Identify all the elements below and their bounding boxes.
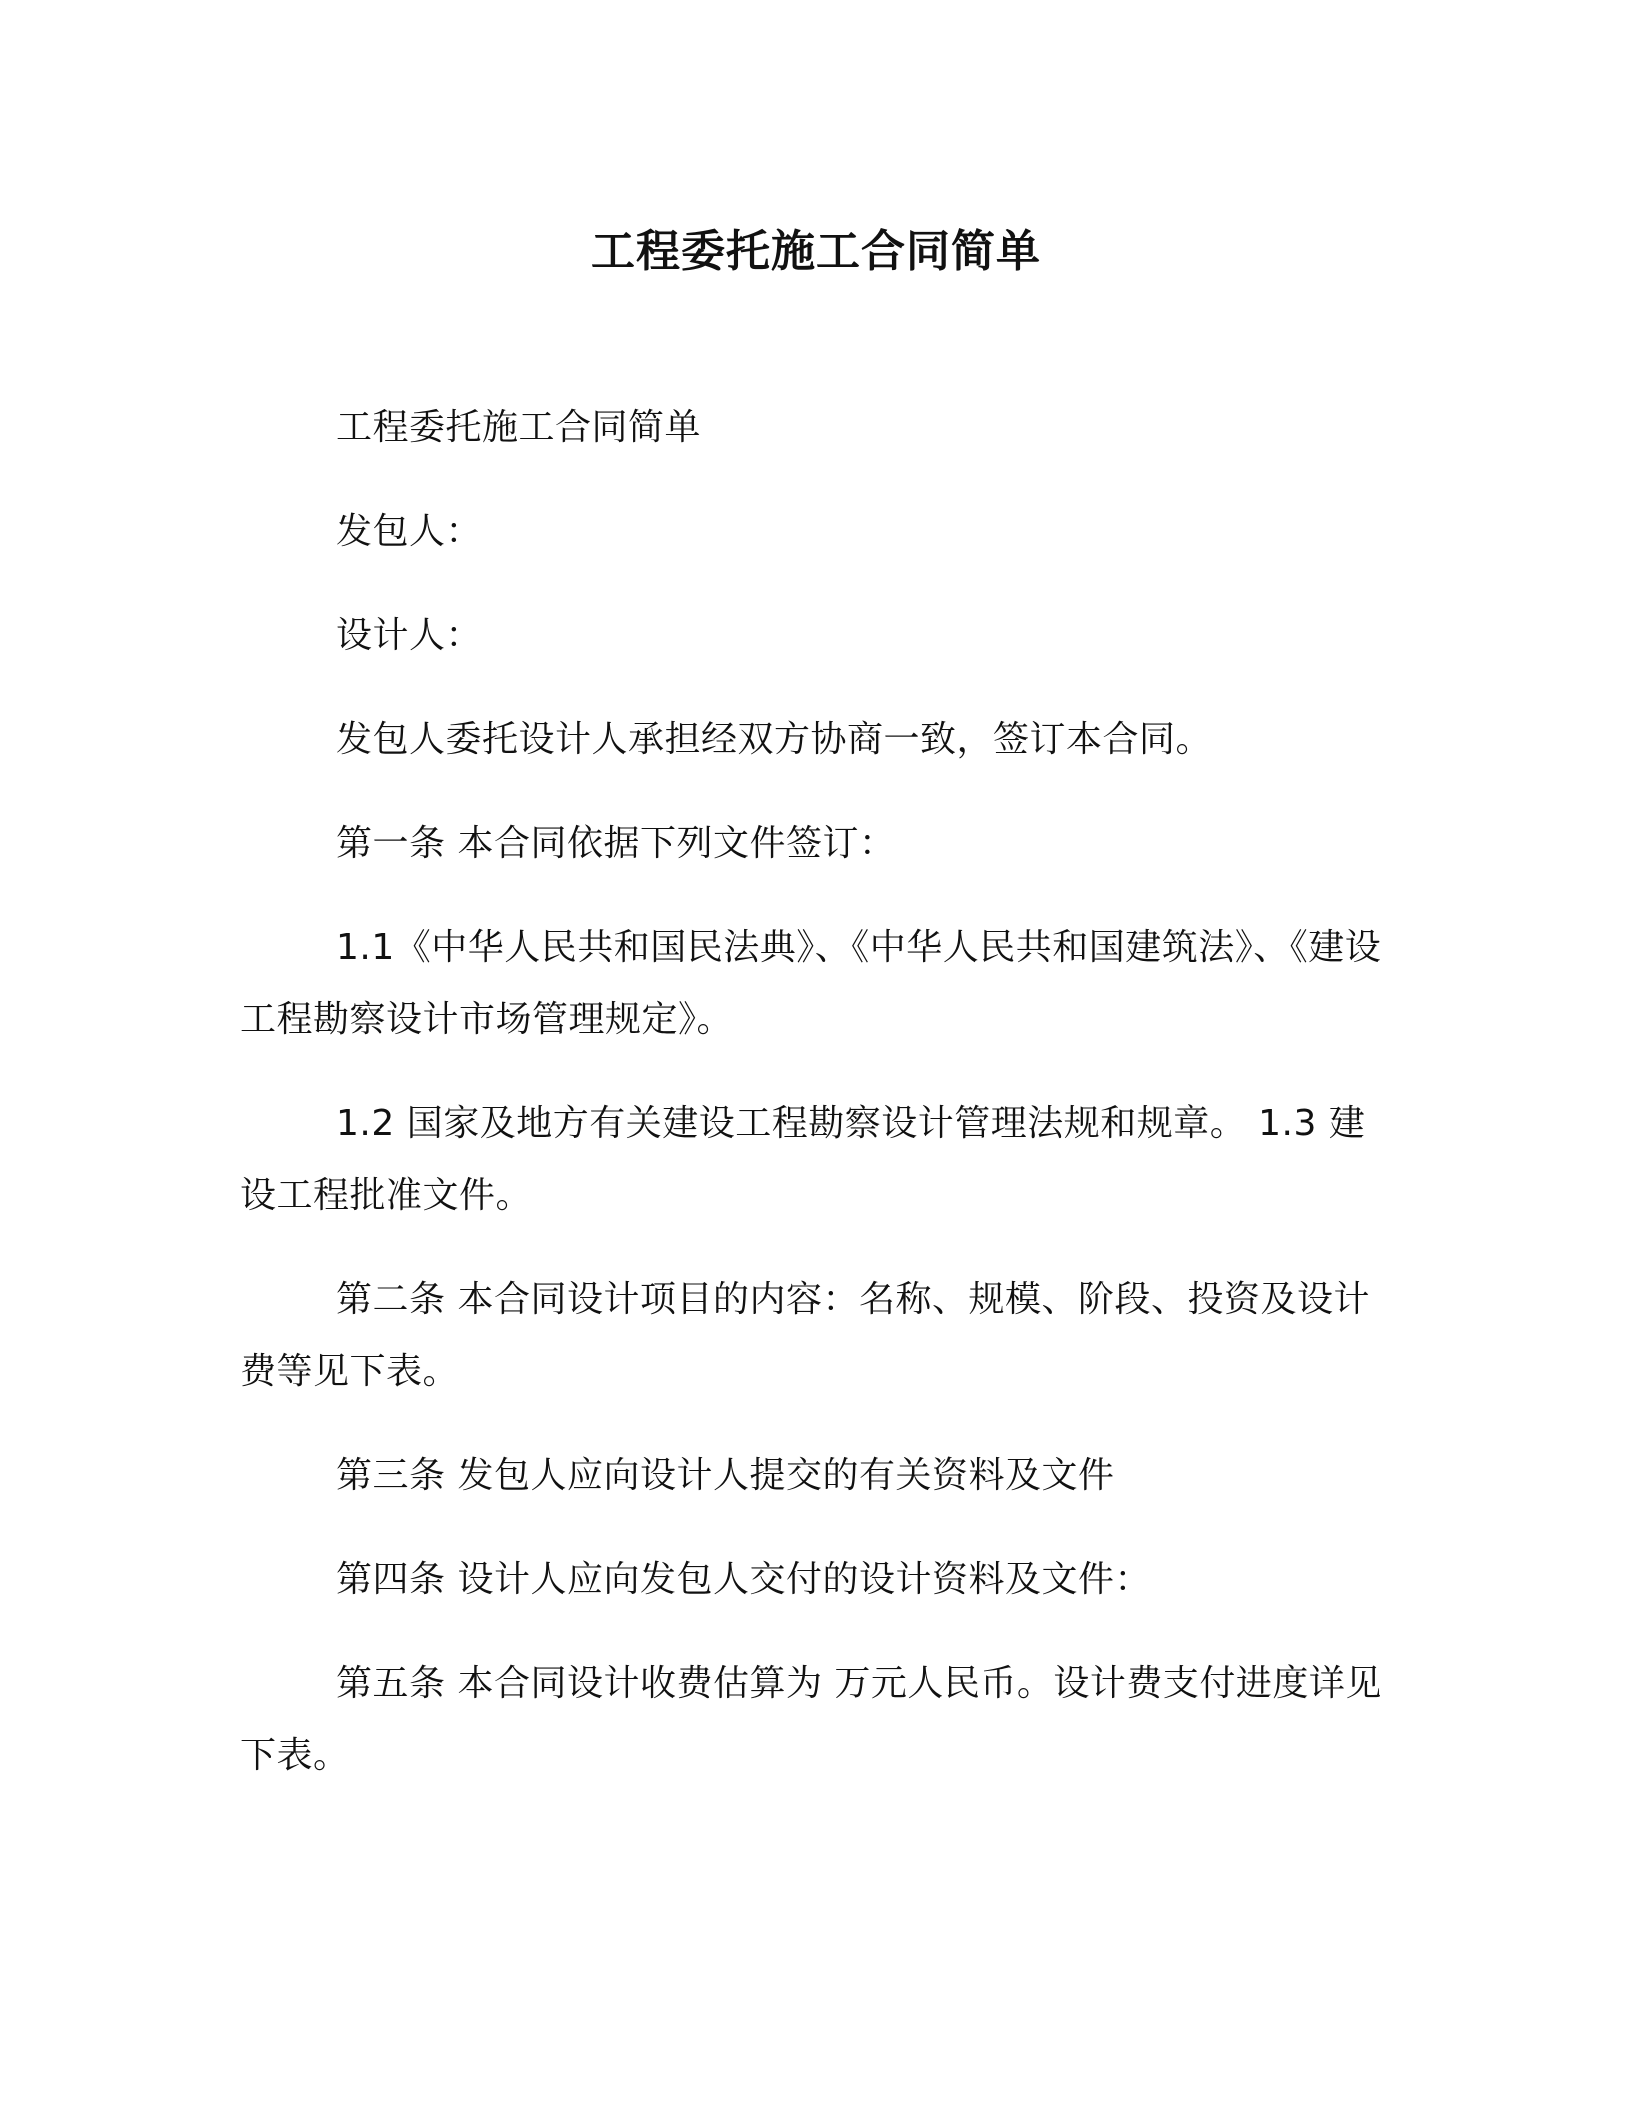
document-title: 工程委托施工合同简单: [591, 226, 1041, 277]
paragraph-article-3: 第三条 发包人应向设计人提交的有关资料及文件: [336, 1455, 1115, 1496]
paragraph-clause-1-1: 1.1《中华人民共和国民法典》、《中华人民共和国建筑法》、《建设工程勘察设计市场管理规定》。: [240, 927, 1382, 1040]
paragraph-article-4: 第四条 设计人应向发包人交付的设计资料及文件：: [336, 1559, 1151, 1600]
paragraph-clause-1-2: 1.2 国家及地方有关建设工程勘察设计管理法规和规章。 1.3 建设工程批准文件。: [240, 1103, 1366, 1216]
document-body: [240, 392, 1400, 1824]
paragraph-intro: 发包人委托设计人承担经双方协商一致，签订本合同。: [336, 719, 1213, 760]
paragraph-contractor-issuer: 发包人：: [336, 511, 483, 552]
paragraph-subtitle: 工程委托施工合同简单: [336, 407, 702, 448]
paragraph-article-1: 第一条 本合同依据下列文件签订：: [336, 823, 896, 864]
paragraph-article-5: 第五条 本合同设计收费估算为 万元人民币。设计费支付进度详见下表。: [240, 1663, 1382, 1776]
paragraph-designer: 设计人：: [336, 615, 483, 656]
paragraph-article-2: 第二条 本合同设计项目的内容：名称、规模、阶段、投资及设计费等见下表。: [240, 1279, 1370, 1392]
